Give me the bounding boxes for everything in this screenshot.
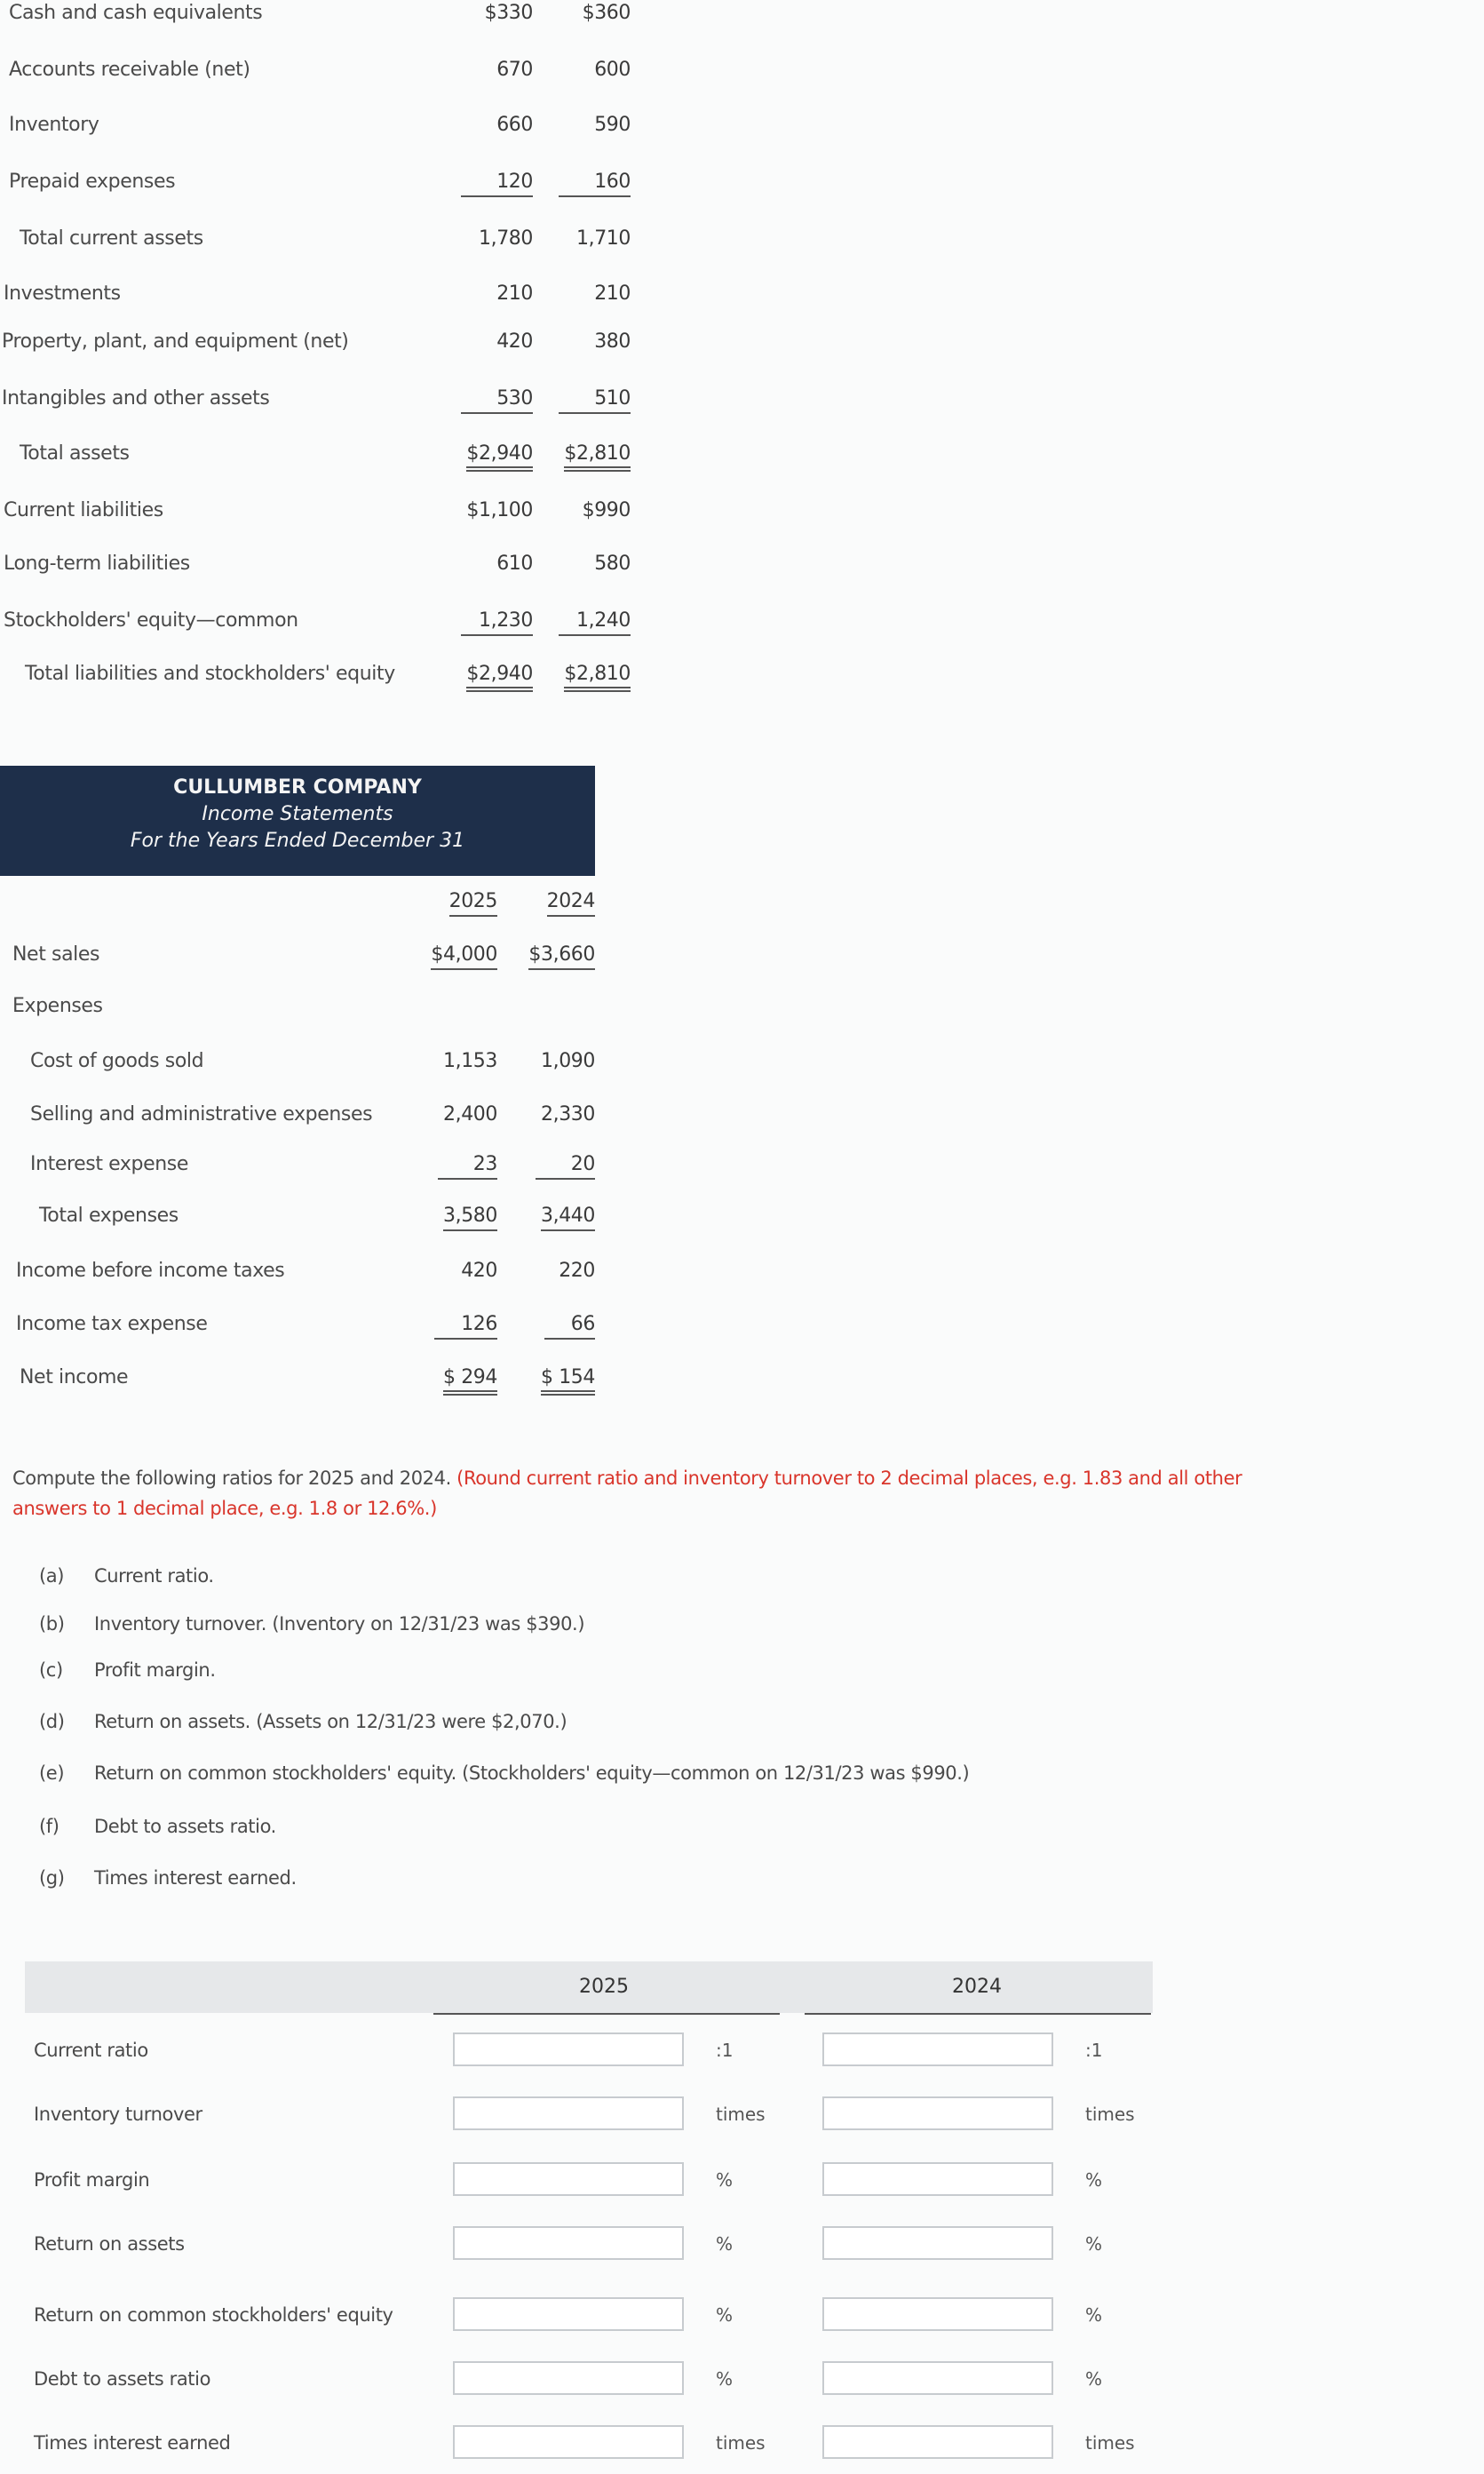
question-letter: (f) bbox=[39, 1816, 60, 1837]
answer-row-label: Current ratio bbox=[34, 2040, 148, 2061]
bs-row-label: Stockholders' equity—common bbox=[4, 609, 298, 632]
is-row-2024: $3,660 bbox=[471, 943, 595, 966]
is-row-2025: 23 bbox=[373, 1153, 497, 1175]
bs-row-2024: 210 bbox=[594, 282, 631, 305]
instruction-text: Compute the following ratios for 2025 and 2024. bbox=[12, 1468, 451, 1489]
bs-row-2025: $1,100 bbox=[466, 499, 533, 521]
bs-row-label: Inventory bbox=[9, 114, 99, 136]
question-letter: (e) bbox=[39, 1762, 65, 1784]
is-row-2024: 66 bbox=[471, 1313, 595, 1335]
answer-row-label: Inventory turnover bbox=[34, 2104, 202, 2125]
col-head-2025: 2025 bbox=[373, 890, 497, 912]
bs-row-2025: 660 bbox=[496, 114, 533, 136]
is-row-2025: 126 bbox=[373, 1313, 497, 1335]
debt-to-assets-2025-input[interactable] bbox=[453, 2361, 684, 2395]
answer-col-2024: 2024 bbox=[952, 1976, 1002, 1998]
rounding-note-cont: answers to 1 decimal place, e.g. 1.8 or 12.6%.) bbox=[12, 1498, 437, 1519]
current-ratio-2024-input[interactable] bbox=[822, 2032, 1053, 2066]
instruction-line-1 bbox=[12, 1468, 1242, 1489]
is-row-2025: $ 294 bbox=[373, 1366, 497, 1388]
bs-row-2024: $990 bbox=[582, 499, 631, 521]
is-row-label: Net sales bbox=[12, 943, 100, 966]
is-row-2025: 420 bbox=[461, 1260, 497, 1282]
bs-row-2024: 510 bbox=[506, 387, 631, 410]
statement-title: Income Statements bbox=[202, 803, 393, 825]
is-row-2024: 220 bbox=[559, 1260, 595, 1282]
is-row-label: Interest expense bbox=[30, 1153, 188, 1175]
bs-row-label: Total liabilities and stockholders' equity bbox=[25, 663, 395, 685]
profit-margin-2025-input[interactable] bbox=[453, 2162, 684, 2196]
bs-row-2025: 610 bbox=[496, 553, 533, 575]
is-row-2025: 2,400 bbox=[443, 1103, 497, 1126]
question-text: Inventory turnover. (Inventory on 12/31/23 was $390.) bbox=[94, 1613, 585, 1635]
unit-label: :1 bbox=[716, 2040, 734, 2061]
unit-label: % bbox=[1085, 2233, 1103, 2255]
bs-row-label: Intangibles and other assets bbox=[2, 387, 270, 410]
is-row-2024: 20 bbox=[471, 1153, 595, 1175]
bs-row-label: Total assets bbox=[20, 442, 130, 465]
question-text: Profit margin. bbox=[94, 1659, 216, 1681]
question-text: Debt to assets ratio. bbox=[94, 1816, 276, 1837]
inventory-turnover-2025-input[interactable] bbox=[453, 2096, 684, 2130]
bs-row-2025: $330 bbox=[484, 2, 533, 24]
unit-label: times bbox=[716, 2104, 766, 2125]
is-row-2024: 3,440 bbox=[471, 1205, 595, 1227]
bs-row-2024: $360 bbox=[582, 2, 631, 24]
answer-col-2024-rule bbox=[805, 2013, 1151, 2015]
unit-label: % bbox=[716, 2304, 734, 2326]
income-statement-header bbox=[0, 766, 595, 876]
unit-label: :1 bbox=[1085, 2040, 1103, 2061]
answer-row-label: Return on assets bbox=[34, 2233, 185, 2255]
is-row-2025: 1,153 bbox=[443, 1050, 497, 1072]
statement-period: For the Years Ended December 31 bbox=[130, 830, 465, 852]
question-letter: (d) bbox=[39, 1711, 65, 1732]
bs-row-2024: 600 bbox=[594, 59, 631, 81]
return-on-equity-2025-input[interactable] bbox=[453, 2297, 684, 2331]
unit-label: times bbox=[1085, 2432, 1135, 2454]
inventory-turnover-2024-input[interactable] bbox=[822, 2096, 1053, 2130]
bs-row-2024: 380 bbox=[594, 330, 631, 353]
bs-row-2025: 670 bbox=[496, 59, 533, 81]
is-row-label: Total expenses bbox=[39, 1205, 179, 1227]
company-name: CULLUMBER COMPANY bbox=[173, 776, 422, 799]
question-letter: (a) bbox=[39, 1565, 65, 1587]
bs-row-2025: $2,940 bbox=[409, 442, 533, 465]
bs-row-2024: $2,810 bbox=[506, 442, 631, 465]
bs-row-label: Long-term liabilities bbox=[4, 553, 190, 575]
bs-row-label: Property, plant, and equipment (net) bbox=[2, 330, 349, 353]
answer-row-label: Times interest earned bbox=[34, 2432, 231, 2454]
bs-row-2025: $2,940 bbox=[409, 663, 533, 685]
times-interest-earned-2024-input[interactable] bbox=[822, 2425, 1053, 2459]
is-row-2024: $ 154 bbox=[471, 1366, 595, 1388]
bs-row-label: Total current assets bbox=[20, 227, 203, 250]
question-text: Return on common stockholders' equity. (Stockholders' equity—common on 12/31/23 was $990.) bbox=[94, 1762, 970, 1784]
question-text: Times interest earned. bbox=[94, 1867, 297, 1889]
bs-row-label: Prepaid expenses bbox=[9, 171, 176, 193]
is-row-2024: 2,330 bbox=[541, 1103, 595, 1126]
times-interest-earned-2025-input[interactable] bbox=[453, 2425, 684, 2459]
bs-row-label: Cash and cash equivalents bbox=[9, 2, 263, 24]
unit-label: % bbox=[716, 2368, 734, 2390]
is-row-label: Cost of goods sold bbox=[30, 1050, 204, 1072]
return-on-assets-2024-input[interactable] bbox=[822, 2226, 1053, 2260]
answer-col-2025: 2025 bbox=[579, 1976, 629, 1998]
bs-row-2025: 1,780 bbox=[479, 227, 533, 250]
unit-label: % bbox=[1085, 2169, 1103, 2191]
bs-row-2024: 1,240 bbox=[506, 609, 631, 632]
return-on-assets-2025-input[interactable] bbox=[453, 2226, 684, 2260]
bs-row-2024: 1,710 bbox=[576, 227, 631, 250]
bs-row-2025: 420 bbox=[496, 330, 533, 353]
is-row-label: Net income bbox=[20, 1366, 129, 1388]
is-row-2025: 3,580 bbox=[373, 1205, 497, 1227]
unit-label: times bbox=[716, 2432, 766, 2454]
bs-row-2024: 590 bbox=[594, 114, 631, 136]
unit-label: % bbox=[1085, 2368, 1103, 2390]
bs-row-2024: 160 bbox=[506, 171, 631, 193]
is-row-label: Income tax expense bbox=[16, 1313, 208, 1335]
current-ratio-2025-input[interactable] bbox=[453, 2032, 684, 2066]
bs-row-2025: 1,230 bbox=[409, 609, 533, 632]
is-row-2024: 1,090 bbox=[541, 1050, 595, 1072]
bs-row-label: Investments bbox=[4, 282, 121, 305]
bs-row-2024: $2,810 bbox=[506, 663, 631, 685]
answer-row-label: Return on common stockholders' equity bbox=[34, 2304, 393, 2326]
question-text: Current ratio. bbox=[94, 1565, 214, 1587]
question-letter: (g) bbox=[39, 1867, 65, 1889]
bs-row-label: Current liabilities bbox=[4, 499, 163, 521]
bs-row-2024: 580 bbox=[594, 553, 631, 575]
answer-row-label: Profit margin bbox=[34, 2169, 150, 2191]
is-row-2025: $4,000 bbox=[373, 943, 497, 966]
col-head-2024: 2024 bbox=[471, 890, 595, 912]
unit-label: % bbox=[716, 2233, 734, 2255]
answer-row-label: Debt to assets ratio bbox=[34, 2368, 211, 2390]
rounding-note: (Round current ratio and inventory turnover to 2 decimal places, e.g. 1.83 and all other bbox=[456, 1468, 1242, 1489]
bs-row-2025: 120 bbox=[409, 171, 533, 193]
is-row-label: Selling and administrative expenses bbox=[30, 1103, 373, 1126]
question-letter: (c) bbox=[39, 1659, 63, 1681]
debt-to-assets-2024-input[interactable] bbox=[822, 2361, 1053, 2395]
bs-row-2025: 210 bbox=[496, 282, 533, 305]
unit-label: % bbox=[1085, 2304, 1103, 2326]
question-letter: (b) bbox=[39, 1613, 65, 1635]
unit-label: times bbox=[1085, 2104, 1135, 2125]
answer-col-2025-rule bbox=[433, 2013, 780, 2015]
profit-margin-2024-input[interactable] bbox=[822, 2162, 1053, 2196]
is-row-label: Income before income taxes bbox=[16, 1260, 285, 1282]
unit-label: % bbox=[716, 2169, 734, 2191]
bs-row-label: Accounts receivable (net) bbox=[9, 59, 250, 81]
bs-row-2025: 530 bbox=[409, 387, 533, 410]
is-row-label: Expenses bbox=[12, 995, 103, 1017]
question-text: Return on assets. (Assets on 12/31/23 were $2,070.) bbox=[94, 1711, 567, 1732]
return-on-equity-2024-input[interactable] bbox=[822, 2297, 1053, 2331]
